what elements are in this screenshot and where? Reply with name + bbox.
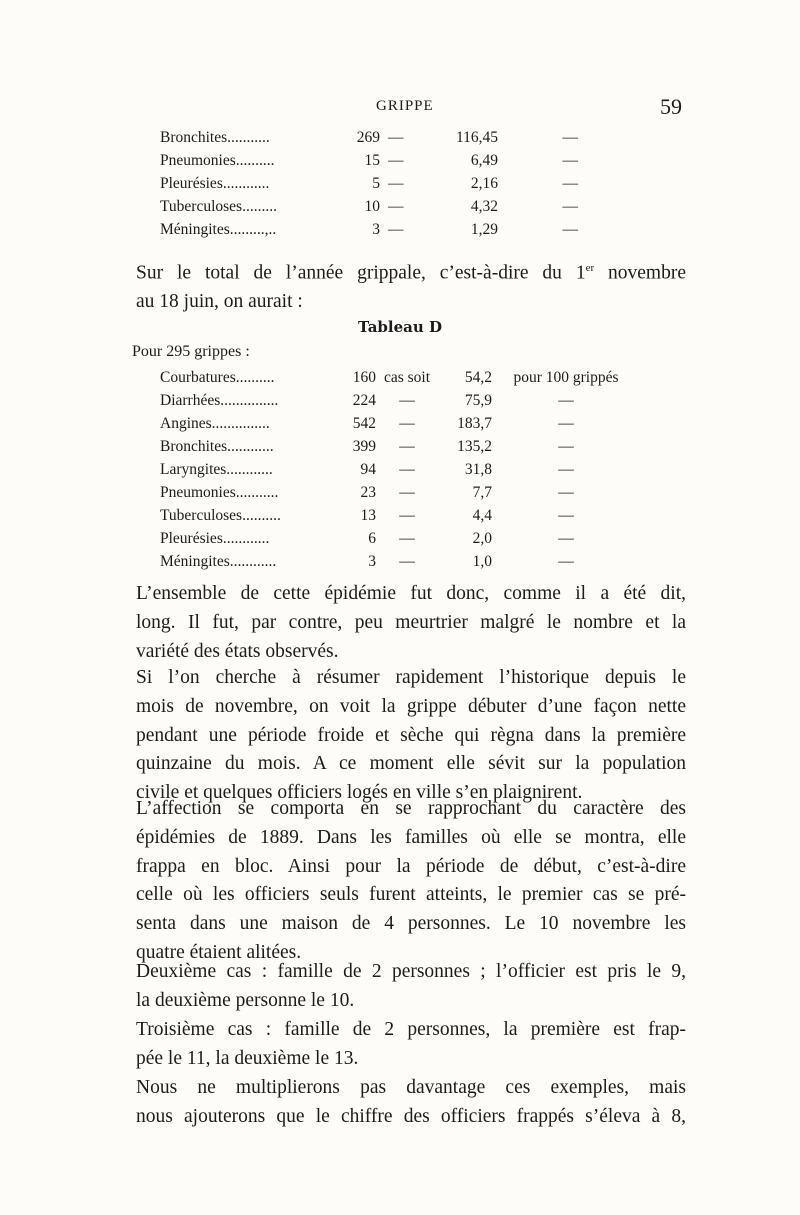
table-row (160, 126, 578, 149)
dash: — (562, 128, 578, 146)
rate-value: 75,9 (464, 391, 492, 409)
table-row (160, 504, 636, 527)
text-line: L’affection se comporta en se rapprochant du caractère des (136, 798, 686, 819)
suffix: — (558, 391, 574, 409)
rate-value: 1,0 (472, 552, 492, 570)
table-row (160, 435, 636, 458)
table-row (160, 527, 636, 550)
dash: — (388, 151, 404, 169)
paragraph-third-case (114, 1016, 686, 1074)
paragraph-history (114, 664, 686, 808)
page-number: 59 (660, 94, 682, 119)
text-line: frappa en bloc. Ainsi pour la période de début, c’est-à-dire (136, 855, 686, 877)
table-intro: Pour 295 grippes : (132, 343, 250, 360)
case-count: 399 (352, 437, 376, 455)
suffix: — (558, 552, 574, 570)
table-row (160, 195, 578, 218)
paragraph-affection (114, 795, 686, 968)
suffix: pour 100 grippés (513, 368, 619, 386)
rate-value: 1,29 (470, 220, 498, 238)
dash: — (388, 128, 404, 146)
disease-label: Bronchites............ (160, 437, 274, 455)
disease-label: Pneumonies.......... (160, 151, 275, 169)
ordinal-superscript: er (585, 262, 595, 274)
connector: cas soit (383, 368, 431, 386)
disease-label: Pleurésies............ (160, 174, 270, 192)
disease-label: Tuberculoses.......... (160, 506, 281, 524)
mortality-table (160, 126, 578, 241)
table-row (160, 412, 636, 435)
table-row (160, 458, 636, 481)
text-line: L’ensemble de cette épidémie fut donc, comme il a été dit, (136, 583, 686, 604)
tableau-d (160, 366, 636, 573)
rate-value: 6,49 (470, 151, 498, 169)
table-row (160, 481, 636, 504)
text-line (114, 254, 686, 288)
text-line: Si l’on cherche à résumer rapidement l’historique depuis le (136, 667, 686, 688)
text-run: Sur le total de l’année grippale, c’est-à-dire du 1 (136, 262, 586, 284)
disease-label: Méningites............ (160, 552, 277, 570)
rate-value: 183,7 (457, 414, 492, 432)
rate-value: 135,2 (457, 437, 492, 455)
suffix: — (558, 460, 574, 478)
text-line: Nous ne multiplierons pas davantage ces exemples, mais (136, 1077, 686, 1098)
text-run: novembre (594, 262, 686, 284)
disease-label: Laryngites............ (160, 460, 273, 478)
text-line: long. Il fut, par contre, peu meurtrier malgré le nombre et la (136, 611, 686, 633)
text-line: celle où les officiers seuls furent atteints, le premier cas se pré- (136, 884, 686, 906)
page-header (0, 94, 800, 122)
text-line: quinzaine du mois. A ce moment elle sévit sur la population (136, 753, 686, 775)
disease-label: Pleurésies............ (160, 529, 270, 547)
text-line: Deuxième cas : famille de 2 personnes ; l’officier est pris le 9, (136, 961, 686, 982)
case-count: 94 (360, 460, 376, 478)
case-count: 23 (360, 483, 376, 501)
disease-label: Tuberculoses......... (160, 197, 277, 215)
paragraph-second-case (114, 958, 686, 1016)
running-title: GRIPPE (376, 98, 434, 114)
case-count: 3 (372, 220, 380, 238)
rate-value: 4,32 (470, 197, 498, 215)
table-row (160, 172, 578, 195)
text-line: Troisième cas : famille de 2 personnes, la première est frap- (136, 1019, 686, 1040)
rate-value: 2,16 (470, 174, 498, 192)
case-count: 224 (352, 391, 376, 409)
connector: — (399, 529, 415, 547)
case-count: 5 (372, 174, 380, 192)
suffix: — (558, 529, 574, 547)
disease-label: Méningites.........,.. (160, 220, 277, 238)
text-line: la deuxième personne le 10. (136, 989, 355, 1011)
text-line: civile et quelques officiers logés en ville s’en plaignirent. (136, 782, 583, 804)
rate-value: 7,7 (472, 483, 492, 501)
connector: — (399, 506, 415, 524)
text-line: au 18 juin, on aurait : (136, 291, 303, 313)
rate-value: 31,8 (464, 460, 492, 478)
suffix: — (558, 414, 574, 432)
rate-value: 116,45 (455, 128, 498, 146)
connector: — (399, 414, 415, 432)
case-count: 160 (352, 368, 376, 386)
connector: — (399, 437, 415, 455)
dash: — (388, 174, 404, 192)
text-line: mois de novembre, on voit la grippe débuter d’une façon nette (136, 695, 686, 717)
case-count: 3 (368, 552, 376, 570)
text-line: nous ajouterons que le chiffre des officiers frappés s’éleva à 8, (136, 1105, 686, 1127)
connector: — (399, 483, 415, 501)
disease-label: Angines............... (160, 414, 270, 432)
suffix: — (558, 506, 574, 524)
suffix: — (558, 483, 574, 501)
table-row (160, 366, 636, 389)
text-line: pée le 11, la deuxième le 13. (136, 1047, 359, 1069)
connector: — (399, 552, 415, 570)
dash: — (388, 197, 404, 215)
dash: — (562, 197, 578, 215)
paragraph-summary (114, 580, 686, 666)
disease-label: Diarrhées............... (160, 391, 279, 409)
text-line: variété des états observés. (136, 640, 339, 662)
dash: — (388, 220, 404, 238)
case-count: 542 (352, 414, 376, 432)
dash: — (562, 220, 578, 238)
text-line: quatre étaient alitées. (136, 941, 302, 963)
rate-value: 54,2 (464, 368, 492, 386)
table-row (160, 149, 578, 172)
dash: — (562, 151, 578, 169)
table-row (160, 389, 636, 412)
table-title: Tableau D (357, 318, 443, 336)
table-row (160, 218, 578, 241)
text-line: senta dans une maison de 4 personnes. Le 10 novembre les (136, 913, 686, 935)
connector: — (399, 460, 415, 478)
case-count: 269 (356, 128, 380, 146)
suffix: — (558, 437, 574, 455)
rate-value: 4,4 (472, 506, 492, 524)
rate-value: 2,0 (472, 529, 492, 547)
paragraph-conclusion (114, 1074, 686, 1132)
case-count: 13 (360, 506, 376, 524)
table-row (160, 550, 636, 573)
text-line: pendant une période froide et sèche qui règna dans la première (136, 724, 686, 746)
dash: — (562, 174, 578, 192)
text-line: épidémies de 1889. Dans les familles où elle se montra, elle (136, 826, 686, 848)
disease-label: Courbatures.......... (160, 368, 275, 386)
case-count: 10 (364, 197, 380, 215)
disease-label: Bronchites........... (160, 128, 270, 146)
paragraph-annual-total (114, 254, 686, 317)
connector: — (399, 391, 415, 409)
case-count: 6 (368, 529, 376, 547)
case-count: 15 (364, 151, 380, 169)
disease-label: Pneumonies........... (160, 483, 279, 501)
